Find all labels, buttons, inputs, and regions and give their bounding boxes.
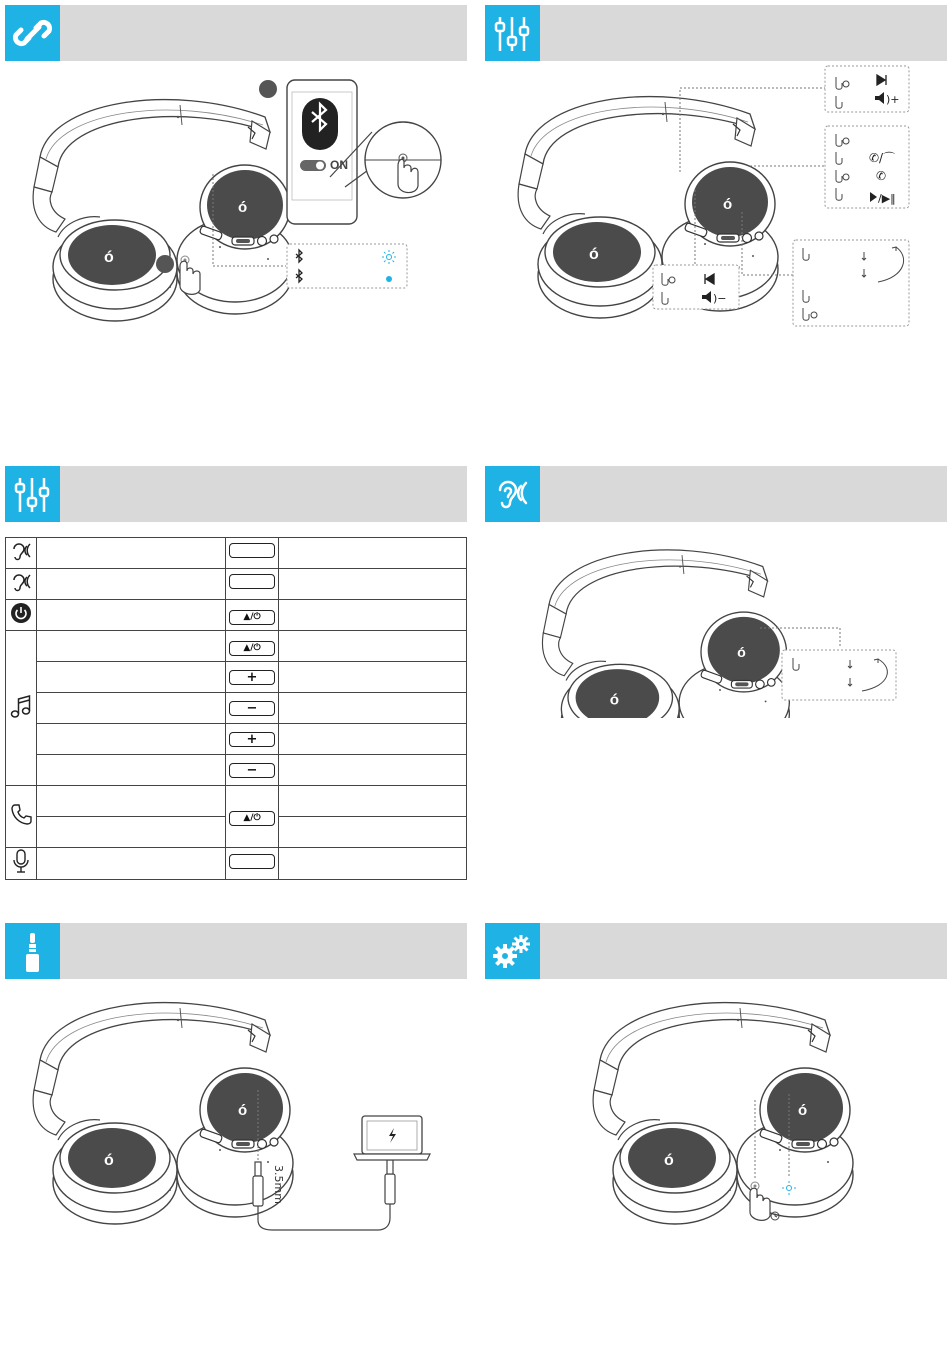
audio-jack-icon xyxy=(5,923,60,979)
gears-icon xyxy=(485,923,540,979)
aux-cable-illustration xyxy=(20,990,470,1250)
music-note-icon xyxy=(6,631,37,786)
step-2-marker xyxy=(156,255,174,273)
svg-text:/▶‖: /▶‖ xyxy=(878,192,896,205)
svg-text:)−: )− xyxy=(713,292,727,305)
plus-button-icon: + xyxy=(229,732,275,747)
reject-call-icon: ✆ xyxy=(876,169,887,183)
jack-size-label: 3.5mm xyxy=(272,1165,285,1204)
plus-button-icon: + xyxy=(229,670,275,685)
aux-plug-right xyxy=(385,1160,395,1204)
svg-text:)+: )+ xyxy=(886,93,900,106)
ear-icon xyxy=(6,538,37,569)
play-power-button-icon: ▲/⏻ xyxy=(229,811,275,826)
table-row xyxy=(6,724,467,755)
equalizer-icon xyxy=(5,466,60,522)
section-header-button-functions xyxy=(5,466,467,522)
laptop-icon xyxy=(354,1116,430,1160)
table-row xyxy=(6,693,467,724)
minus-button-icon: − xyxy=(229,763,275,778)
section-header-pairing xyxy=(5,5,467,61)
aux-plug-left xyxy=(253,1162,263,1206)
phone-icon xyxy=(6,786,37,848)
controls-illustration xyxy=(480,62,950,332)
table-row xyxy=(6,631,467,662)
microphone-icon xyxy=(6,848,37,880)
power-icon xyxy=(6,600,37,631)
answer-end-call-icon: ✆/⌒ xyxy=(869,151,896,165)
button-function-table xyxy=(5,537,467,880)
section-header-aux xyxy=(5,923,467,979)
table-row xyxy=(6,600,467,631)
section-header-settings xyxy=(485,923,947,979)
table-row xyxy=(6,662,467,693)
play-power-button-icon: ▲/⏻ xyxy=(229,610,275,625)
table-row xyxy=(6,848,467,880)
section-header-ambient xyxy=(485,466,947,522)
table-row xyxy=(6,538,467,569)
table-row xyxy=(6,786,467,817)
table-row xyxy=(6,569,467,600)
led-solid-icon xyxy=(386,276,392,282)
ear-icon xyxy=(485,466,540,522)
minus-button-icon: − xyxy=(229,701,275,716)
blank-button-icon xyxy=(229,574,275,589)
pairing-illustration xyxy=(0,62,470,322)
settings-illustration xyxy=(560,990,950,1240)
play-power-button-icon: ▲/⏻ xyxy=(229,641,275,656)
table-row xyxy=(6,755,467,786)
ear-icon xyxy=(6,569,37,600)
phone-bluetooth-switch-label: ON xyxy=(330,158,348,172)
step-1-marker xyxy=(259,80,277,98)
equalizer-icon xyxy=(485,5,540,61)
blank-button-icon xyxy=(229,854,275,869)
section-header-controls xyxy=(485,5,947,61)
blank-button-icon xyxy=(229,543,275,558)
ambient-illustration xyxy=(510,528,950,718)
link-icon xyxy=(5,5,60,61)
